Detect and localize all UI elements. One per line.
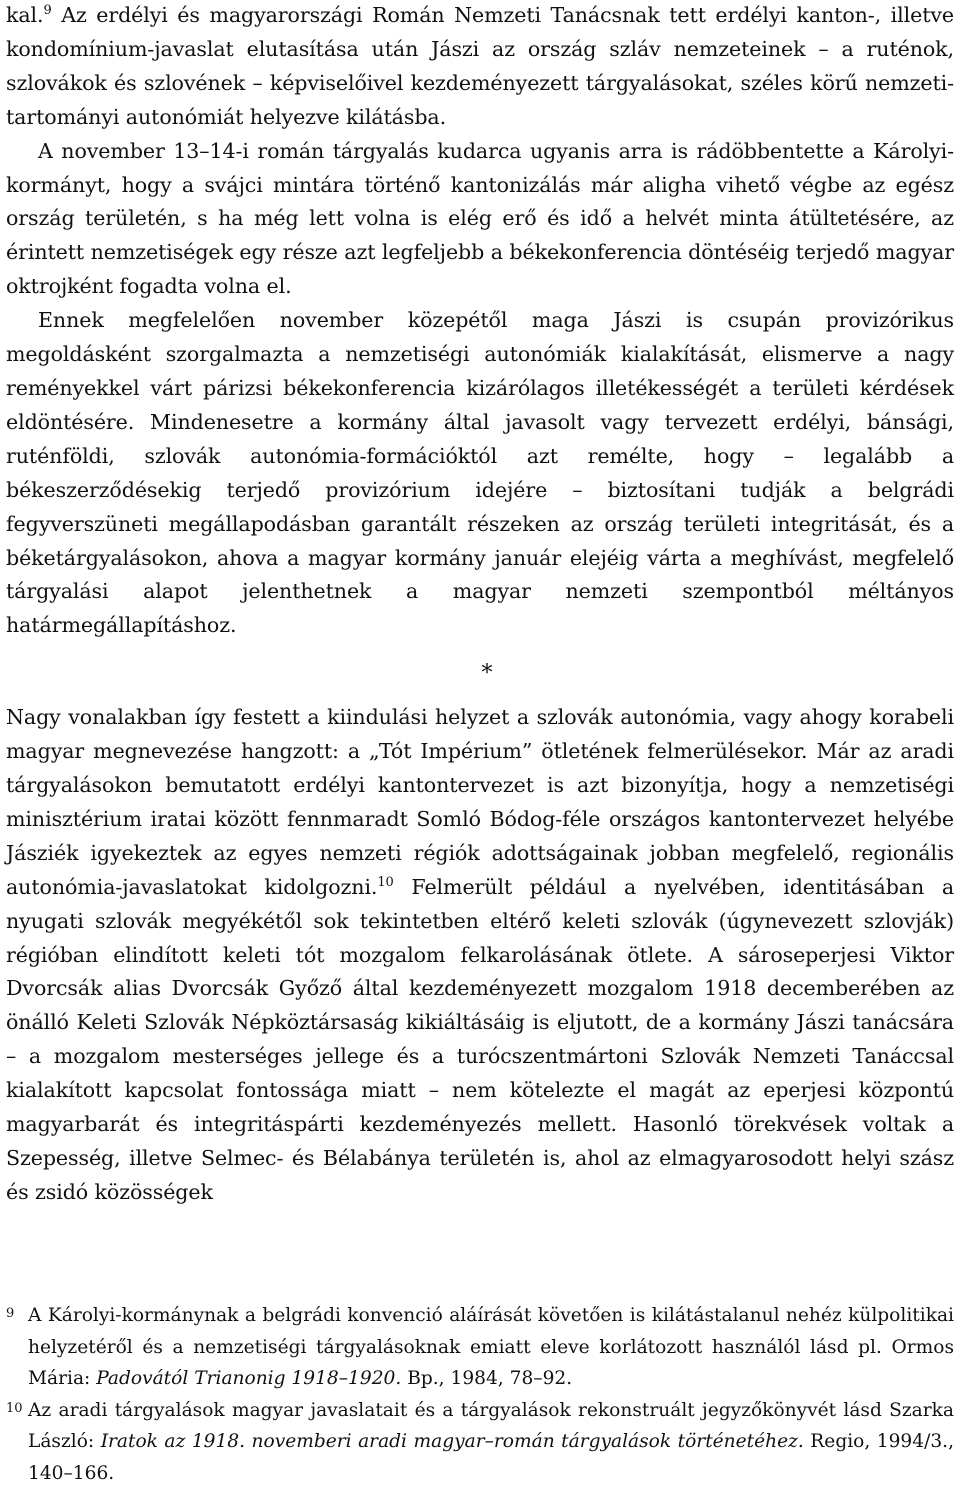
paragraph-1-text: Az erdélyi és magyarországi Román Nemzeti Tanácsnak tett erdélyi kanton-, illetve kondomínium-javaslat elutasítása után Jászi az ország szláv nemzeteinek – a ruténok, szlovákok és szlovének – képviselőivel kezdeményezett tárgyalásokat, széles körű nemzeti-tartományi autonómiát helyezve kilátásba. <box>6 3 954 129</box>
section-separator: * <box>6 657 954 691</box>
footnote-9: 9 A Károlyi-kormánynak a belgrádi konvenció aláírását követően is kilátástalanul nehéz külpolitikai helyzetéről és a nemzetiségi tárgyalásoknak emiatt eleve korlátozott használól lásd pl. Ormos Mária: Padovától Trianonig 1918–1920. Bp., 1984, 78–92. <box>6 1300 954 1395</box>
paragraph-4-text-b: Felmerült például a nyelvében, identitásában a nyugati szlovák megyékétől sok tekintetben eltérő keleti szlovák (úgynevezett szlovják) régióban elindított keleti tót mozgalom felkarolásának ötlete. A sároseperjesi Viktor Dvorcsák alias Dvorcsák Győző által kezdeményezett mozgalom 1918 decemberében az önálló Keleti Szlovák Népköztársaság kikiáltásáig is eljutott, de a kormány Jászi tanácsára – a mozgalom mesterséges jellege és a turócszentmártoni Szlovák Nemzeti Tanáccsal kialakított kapcsolat fontossága miatt – nem kötelezte el magát az eperjesi központú magyarbarát és integritáspárti kezdeményezés mellett. Hasonló törekvések voltak a Szepesség, illetve Selmec- és Bélabánya területén is, ahol az elmagyarosodott helyi szász és zsidó közösségek <box>6 875 954 1204</box>
footnote-9-text: A Károlyi-kormánynak a belgrádi konvenció aláírását követően is kilátástalanul nehéz külpolitikai helyzetéről és a nemzetiségi tárgyalásoknak emiatt eleve korlátozott használól lásd pl. Ormos Mária: <box>28 1305 954 1389</box>
paragraph-1 <box>6 0 954 135</box>
page <box>6 0 954 1486</box>
footnote-10-tail: Regio, 1994/3., 140–166. <box>28 1431 954 1484</box>
footnote-ref-9: 9 <box>44 3 52 18</box>
paragraph-4 <box>6 701 954 1210</box>
footnote-9-tail: Bp., 1984, 78–92. <box>401 1368 572 1389</box>
footnote-10: 10 Az aradi tárgyalások magyar javaslatait és a tárgyalások rekonstruált jegyzőkönyvét lásd Szarka László: Iratok az 1918. novemberi aradi magyar–román tárgyalások történetéhez. Regio, 1994/3., 140–166. <box>6 1395 954 1489</box>
main-text <box>6 0 954 1210</box>
footnote-ref-10: 10 <box>377 875 393 890</box>
footnote-10-text: Az aradi tárgyalások magyar javaslatait és a tárgyalások rekonstruált jegyzőkönyvét lásd Szarka László: <box>28 1400 954 1453</box>
footnote-10-title: Iratok az 1918. novemberi aradi magyar–román tárgyalások történetéhez. <box>101 1431 804 1452</box>
paragraph-3: Ennek megfelelően november közepétől maga Jászi is csupán provizórikus megoldásként szorgalmazta a nemzetiségi autonómiák kialakítását, elismerve a nagy reményekkel várt párizsi békekonferencia kizárólagos illetékességét a területi kérdések eldöntésére. Mindenesetre a kormány által javasolt vagy tervezett erdélyi, bánsági, ruténföldi, szlovák autonómia-formációktól azt remélte, hogy – legalább a békeszerződésekig terjedő provizórium idejére – biztosítani tudják a belgrádi fegyverszüneti megállapodásban garantált részeken az ország területi integritását, és a béketárgyalásokon, ahova a magyar kormány január elejéig várta a meghívást, megfelelő tárgyalási alapot jelenthetnek a magyar nemzeti szempontból méltányos határmegállapításhoz. <box>6 304 954 643</box>
paragraph-lead: kal. <box>6 3 44 27</box>
footnote-9-title: Padovától Trianonig 1918–1920. <box>96 1368 401 1389</box>
paragraph-4-text-a: Nagy vonalakban így festett a kiindulási helyzet a szlovák autonómia, vagy ahogy korabeli magyar megnevezése hangzott: a „Tót Impérium” ötletének felmerülésekor. Már az aradi tárgyalásokon bemutatott erdélyi kantontervezet is azt bizonyítja, hogy a nemzetiségi minisztérium iratai között fennmaradt Somló Bódog-féle országos kantontervezet helyébe Jásziék igyekeztek az egyes nemzeti régiók adottságainak jobban megfelelő, regionális autonómia-javaslatokat kidolgozni. <box>6 705 954 899</box>
paragraph-2: A november 13–14-i román tárgyalás kudarca ugyanis arra is rádöbbentette a Károlyi-kormányt, hogy a svájci mintára történő kantonizálás már aligha vihető végbe az egész ország területén, s ha még lett volna is elég erő és idő a helvét minta átültetésére, az érintett nemzetiségek egy része azt legfeljebb a békekonferencia döntéséig terjedő magyar oktrojként fogadta volna el. <box>6 135 954 305</box>
footnotes <box>6 1300 954 1489</box>
